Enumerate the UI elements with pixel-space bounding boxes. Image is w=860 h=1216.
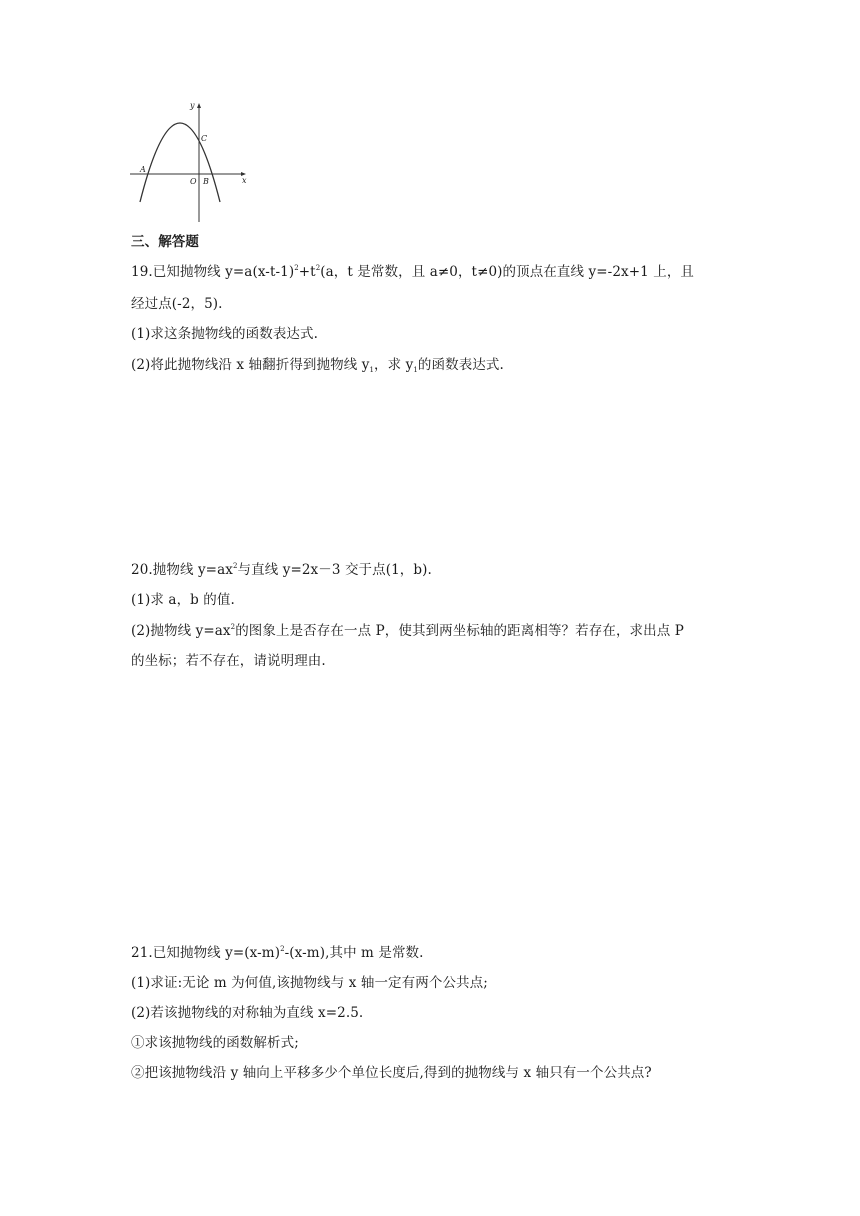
section-heading: 三、解答题 [131,234,199,250]
q19-exp2: 2 [315,264,321,272]
q19-part2-text-a: (2)将此抛物线沿 x 轴翻折得到抛物线 y [131,357,370,373]
q20-part2 [131,621,684,641]
q19-text-c: (a，t 是常数，且 a≠0，t≠0)的顶点在直线 y=-2x+1 上，且 [320,264,695,280]
parabola-graph [128,96,250,224]
q20-part2-text-b: 的图象上是否存在一点 P，使其到两坐标轴的距离相等？若存在，求出点 P [235,623,684,639]
parabola-curve [140,123,220,202]
q20-part2-line2: 的坐标；若不存在，请说明理由. [131,653,326,669]
q19-part2-sub2: 1 [413,366,418,374]
q21-sub1: ①求该抛物线的函数解析式; [131,1035,299,1051]
q21-exp: 2 [280,945,285,953]
q19-part2-sub1: 1 [369,366,374,374]
q20-part2-exp: 2 [230,623,236,631]
q20-line1 [131,560,432,580]
q20-text-b: 与直线 y=2x－3 交于点(1，b). [237,562,432,578]
q19-part2-text-b: ，求 y [374,357,414,373]
q19-text-b: +t [298,264,316,280]
q19-part2-text-c: 的函数表达式. [417,357,504,373]
q21-sub2: ②把该抛物线沿 y 轴向上平移多少个单位长度后,得到的抛物线与 x 轴只有一个公共点? [131,1065,652,1081]
q19-line1 [131,262,694,282]
q21-text-a: 21.已知抛物线 y=(x-m) [131,945,281,961]
q19-part1: (1)求这条抛物线的函数表达式. [131,326,319,342]
y-axis-arrow [197,103,201,108]
q19-text-a: 19.已知抛物线 y=a(x-t-1) [131,264,295,280]
parabola-figure [128,96,250,224]
y-axis-label: y [190,101,195,110]
point-a-label: A [140,165,146,174]
q20-part1: (1)求 a，b 的值. [131,592,235,608]
q20-text-a: 20.抛物线 y=ax [131,562,233,578]
q20-exp: 2 [232,562,238,570]
q21-part2: (2)若该抛物线的对称轴为直线 x=2.5. [131,1005,364,1021]
q21-text-b: -(x-m),其中 m 是常数. [284,945,424,961]
origin-label: O [190,177,197,186]
q21-part1: (1)求证:无论 m 为何值,该抛物线与 x 轴一定有两个公共点; [131,975,488,991]
q19-exp1: 2 [294,264,299,272]
point-b-label: B [203,177,209,186]
x-axis-label: x [242,176,247,185]
q20-part2-text-a: (2)抛物线 y=ax [131,623,231,639]
q21-line1 [131,943,424,963]
q19-part2 [131,355,504,375]
point-c-label: C [201,134,208,143]
q19-line2: 经过点(-2，5). [131,296,223,312]
